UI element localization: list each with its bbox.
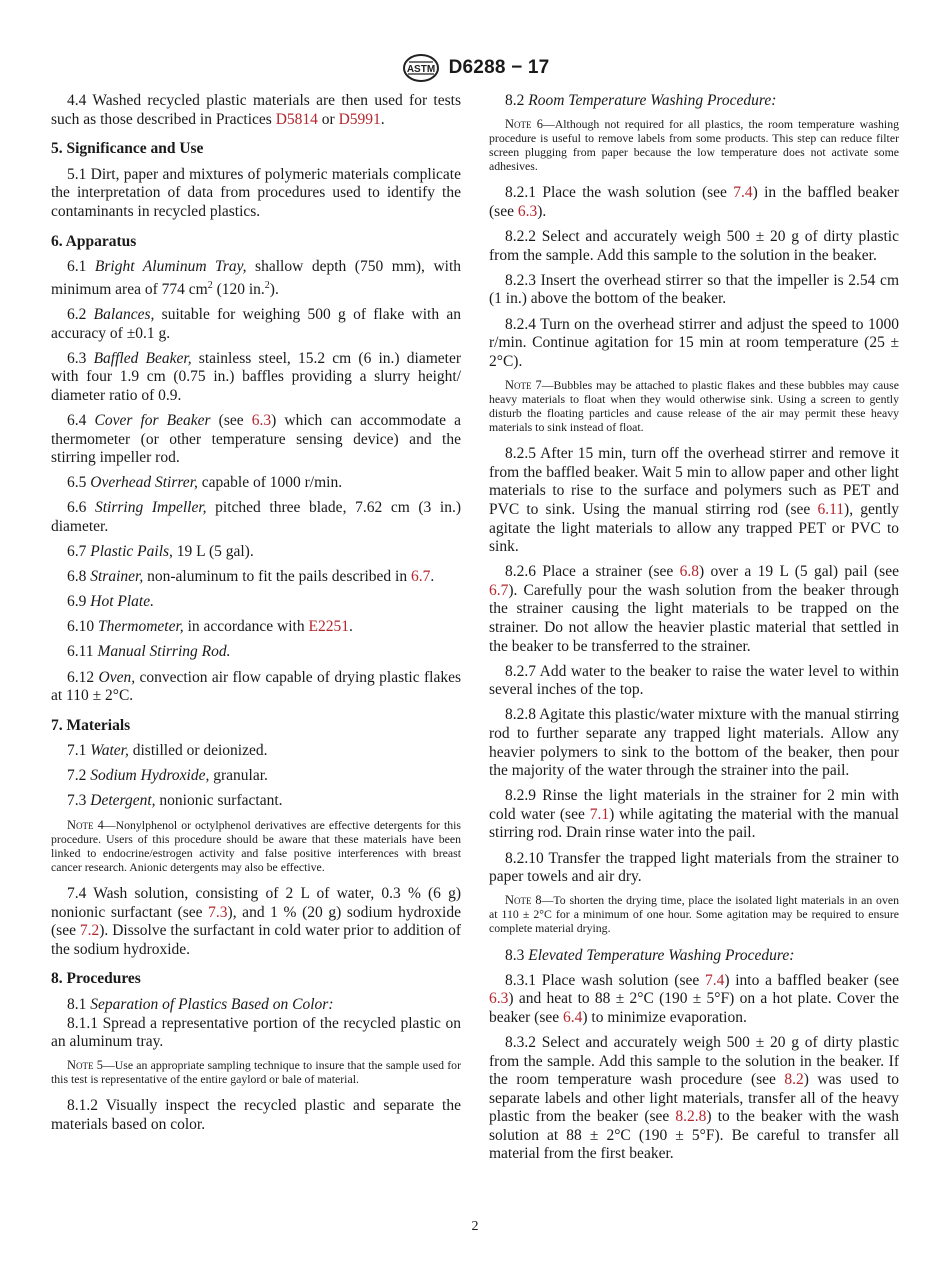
section-8-2-8: 8.2.8 Agitate this plastic/water mixture with the manual stirring rod to further separate any trapped light materials. Allow any heavier polymers to sink to the bottom of the beaker, then pour the majority of the water through the strainer into the pail.	[489, 706, 899, 780]
section-6-7: 6.7 Plastic Pails, 19 L (5 gal).	[67, 543, 254, 561]
section-6-5: 6.5 Overhead Stirrer, capable of 1000 r/min.	[67, 474, 343, 492]
note-5: Note 5—Use an appropriate sampling technique to insure that the sample used for this test is representative of the entire gaylord or bale of material.	[51, 1058, 461, 1087]
section-6-11: 6.11 Manual Stirring Rod.	[67, 643, 231, 661]
link-6-3[interactable]: 6.3	[489, 990, 509, 1008]
section-6-9: 6.9 Hot Plate.	[67, 593, 154, 611]
section-6-1: 6.1 Bright Aluminum Tray, shallow depth (750 mm), with minimum area of 774 $cm^2$ (120 in.$^2$).	[51, 258, 462, 298]
link-7-1[interactable]: 7.1	[589, 805, 610, 823]
link-8-2-8[interactable]: 8.2.8	[675, 1108, 707, 1126]
heading-materials: 7. Materials	[51, 716, 131, 734]
svg-text:ASTM: ASTM	[406, 64, 435, 75]
link-6-3[interactable]: 6.3	[517, 203, 538, 221]
section-6-2: 6.2 Balances, suitable for weighing 500 g of flake with an accuracy of ±0.1 g.	[51, 306, 462, 342]
section-6-6: 6.6 Stirring Impeller, pitched three blade, 7.62 cm (3 in.) diameter.	[51, 499, 461, 535]
section-8-1-2: 8.1.2 Visually inspect the recycled plastic and separate the materials based on color.	[51, 1097, 461, 1133]
heading-apparatus: 6. Apparatus	[51, 232, 137, 250]
heading-significance: 5. Significance and Use	[51, 140, 204, 158]
link-d5814[interactable]: D5814	[275, 110, 318, 128]
page-number: 2	[471, 1219, 479, 1234]
heading-procedures: 8. Procedures	[51, 970, 141, 988]
section-8-2-10: 8.2.10 Transfer the trapped light materials from the strainer to paper towels and air dry.	[489, 849, 899, 886]
link-7-4[interactable]: 7.4	[733, 184, 753, 202]
section-8-3-1: 8.3.1 Place wash solution (see 7.4) into a baffled beaker (see 6.3) and heat to 88 ± 2°C (190 ± 5°F) on a hot plate. Cover the beaker (see 6.4) to minimize evaporation.	[489, 971, 899, 1026]
section-8-3-2: 8.3.2 Select and accurately weigh 500 ± 20 g of dirty plastic from the sample. Add this sample to the solution in the beaker. If the room temperature wash procedure (see 8.2) was used to separate labels and other light materials, transfer all of the heavy plastic from the beaker (see 8.2.8) to the beaker with the wash solution at 88 ± 2°C (190 ± 5°F). Be careful to transfer all material from the first beaker.	[489, 1033, 899, 1163]
link-6-7[interactable]: 6.7	[489, 581, 509, 599]
right-column	[489, 92, 899, 1171]
section-8-1-1: 8.1.1 Spread a representative portion of the recycled plastic on an aluminum tray.	[51, 1014, 461, 1051]
section-8-2-3: 8.2.3 Insert the overhead stirrer so that the impeller is 2.54 cm (1 in.) above the bottom of the beaker.	[489, 271, 899, 308]
section-8-3: 8.3 Elevated Temperature Washing Procedure:	[505, 946, 795, 964]
link-6-3[interactable]: 6.3	[251, 411, 272, 429]
section-6-4: 6.4 Cover for Beaker (see 6.3) which can accommodate a thermometer (or other temperature sensing device) and the stirring impeller rod.	[51, 411, 462, 467]
link-7-3[interactable]: 7.3	[208, 903, 228, 921]
page-header	[0, 48, 950, 88]
section-7-1: 7.1 Water, distilled or deionized.	[67, 742, 268, 760]
astm-logo-icon	[401, 53, 441, 83]
section-8-2-2: 8.2.2 Select and accurately weigh 500 ± 20 g of dirty plastic from the sample. Add this sample to the solution in the beaker.	[489, 228, 899, 264]
section-8-2-1: 8.2.1 Place the wash solution (see 7.4) in the baffled beaker (see 6.3).	[489, 184, 899, 221]
section-8-2-9: 8.2.9 Rinse the light materials in the strainer for 2 min with cold water (see 7.1) while agitating the material with the manual stirring rod. Drain rinse water into the pail.	[489, 787, 899, 842]
section-8-1: 8.1 Separation of Plastics Based on Color:	[67, 995, 334, 1013]
section-7-2: 7.2 Sodium Hydroxide, granular.	[67, 767, 268, 785]
section-6-10: 6.10 Thermometer, in accordance with E2251.	[67, 618, 353, 636]
section-8-2-5: 8.2.5 After 15 min, turn off the overhead stirrer and remove it from the baffled beaker. Wait 5 min to allow paper and other light materials to rise to the surface and polymers such as PET and PVC to sink. Using the manual stirring rod (see 6.11), gently agitate the light materials to allow any trapped PET or PVC to sink.	[489, 445, 900, 556]
link-8-2[interactable]: 8.2	[784, 1071, 804, 1089]
note-8: Note 8—To shorten the drying time, place the isolated light materials in an oven at 110 ± 2°C for a minimum of one hour. Some agitation may be required to ensure complete material drying.	[489, 893, 899, 936]
link-7-4[interactable]: 7.4	[704, 971, 725, 989]
link-6-8[interactable]: 6.8	[679, 563, 699, 581]
section-8-2-4: 8.2.4 Turn on the overhead stirrer and adjust the speed to 1000 r/min. Continue agitation for 15 min at room temperature (25 ± 2°C).	[489, 315, 899, 370]
section-6-3: 6.3 Baffled Beaker, stainless steel, 15.2 cm (6 in.) diameter with four 1.9 cm (0.75 in.) baffles providing a slurry height/ diameter ratio of 0.9.	[51, 349, 462, 404]
link-6-4[interactable]: 6.4	[563, 1008, 583, 1026]
section-7-4: 7.4 Wash solution, consisting of 2 L of water, 0.3 % (6 g) nonionic surfactant (see 7.3), and 1 % (20 g) sodium hydroxide (see 7.2). Dissolve the surfactant in cold water prior to addition of the sodium hydroxide.	[51, 884, 462, 958]
link-d5991[interactable]: D5991	[338, 110, 381, 128]
section-8-2-7: 8.2.7 Add water to the beaker to raise the water level to within several inches of the top.	[489, 662, 899, 699]
section-6-8: 6.8 Strainer, non-aluminum to fit the pails described in 6.7.	[67, 568, 435, 586]
section-8-2-6: 8.2.6 Place a strainer (see 6.8) over a 19 L (5 gal) pail (see 6.7). Carefully pour the wash solution from the beaker through the strainer causing the light materials to be trapped on the strainer. Do not allow the heavier plastic material that settled in the beaker to be transferred to the strainer.	[489, 563, 899, 655]
section-5-1: 5.1 Dirt, paper and mixtures of polymeric materials complicate the interpretation of data from procedures used to identify the contaminants in recycled plastics.	[51, 165, 461, 220]
left-column	[51, 92, 461, 1141]
link-e2251[interactable]: E2251	[308, 618, 349, 636]
link-6-11[interactable]: 6.11	[817, 500, 845, 518]
section-6-12: 6.12 Oven, convection air flow capable of drying plastic flakes at 110 ± 2°C.	[51, 668, 461, 705]
note-4: Note 4—Nonylphenol or octylphenol derivatives are effective detergents for this procedure. Users of this procedure should be aware that these materials have been linked to endocrine/estrogen activity and false positive interferences with breast cancer research. Anionic detergents may also be effective.	[51, 817, 461, 874]
document-designation: D6288 − 17	[448, 57, 550, 78]
section-8-2: 8.2 Room Temperature Washing Procedure:	[505, 92, 777, 109]
note-6: Note 6—Although not required for all plastics, the room temperature washing procedure is useful to remove labels from some products. This step can reduce filter screen plugging from paper because the low temperature does not activate some adhesives.	[489, 117, 899, 174]
section-7-3: 7.3 Detergent, nonionic surfactant.	[67, 792, 283, 810]
link-7-2[interactable]: 7.2	[79, 922, 100, 940]
link-6-7[interactable]: 6.7	[410, 568, 431, 586]
note-7: Note 7—Bubbles may be attached to plastic flakes and these bubbles may cause heavy materials to float when they would otherwise sink. Using a screen to gently disturb the floating particles and cause release of the air may permit these heavy materials to sink instead of float.	[489, 377, 899, 435]
section-4-4: 4.4 Washed recycled plastic materials are then used for tests such as those described in Practices D5814 or D5991.	[51, 92, 461, 128]
